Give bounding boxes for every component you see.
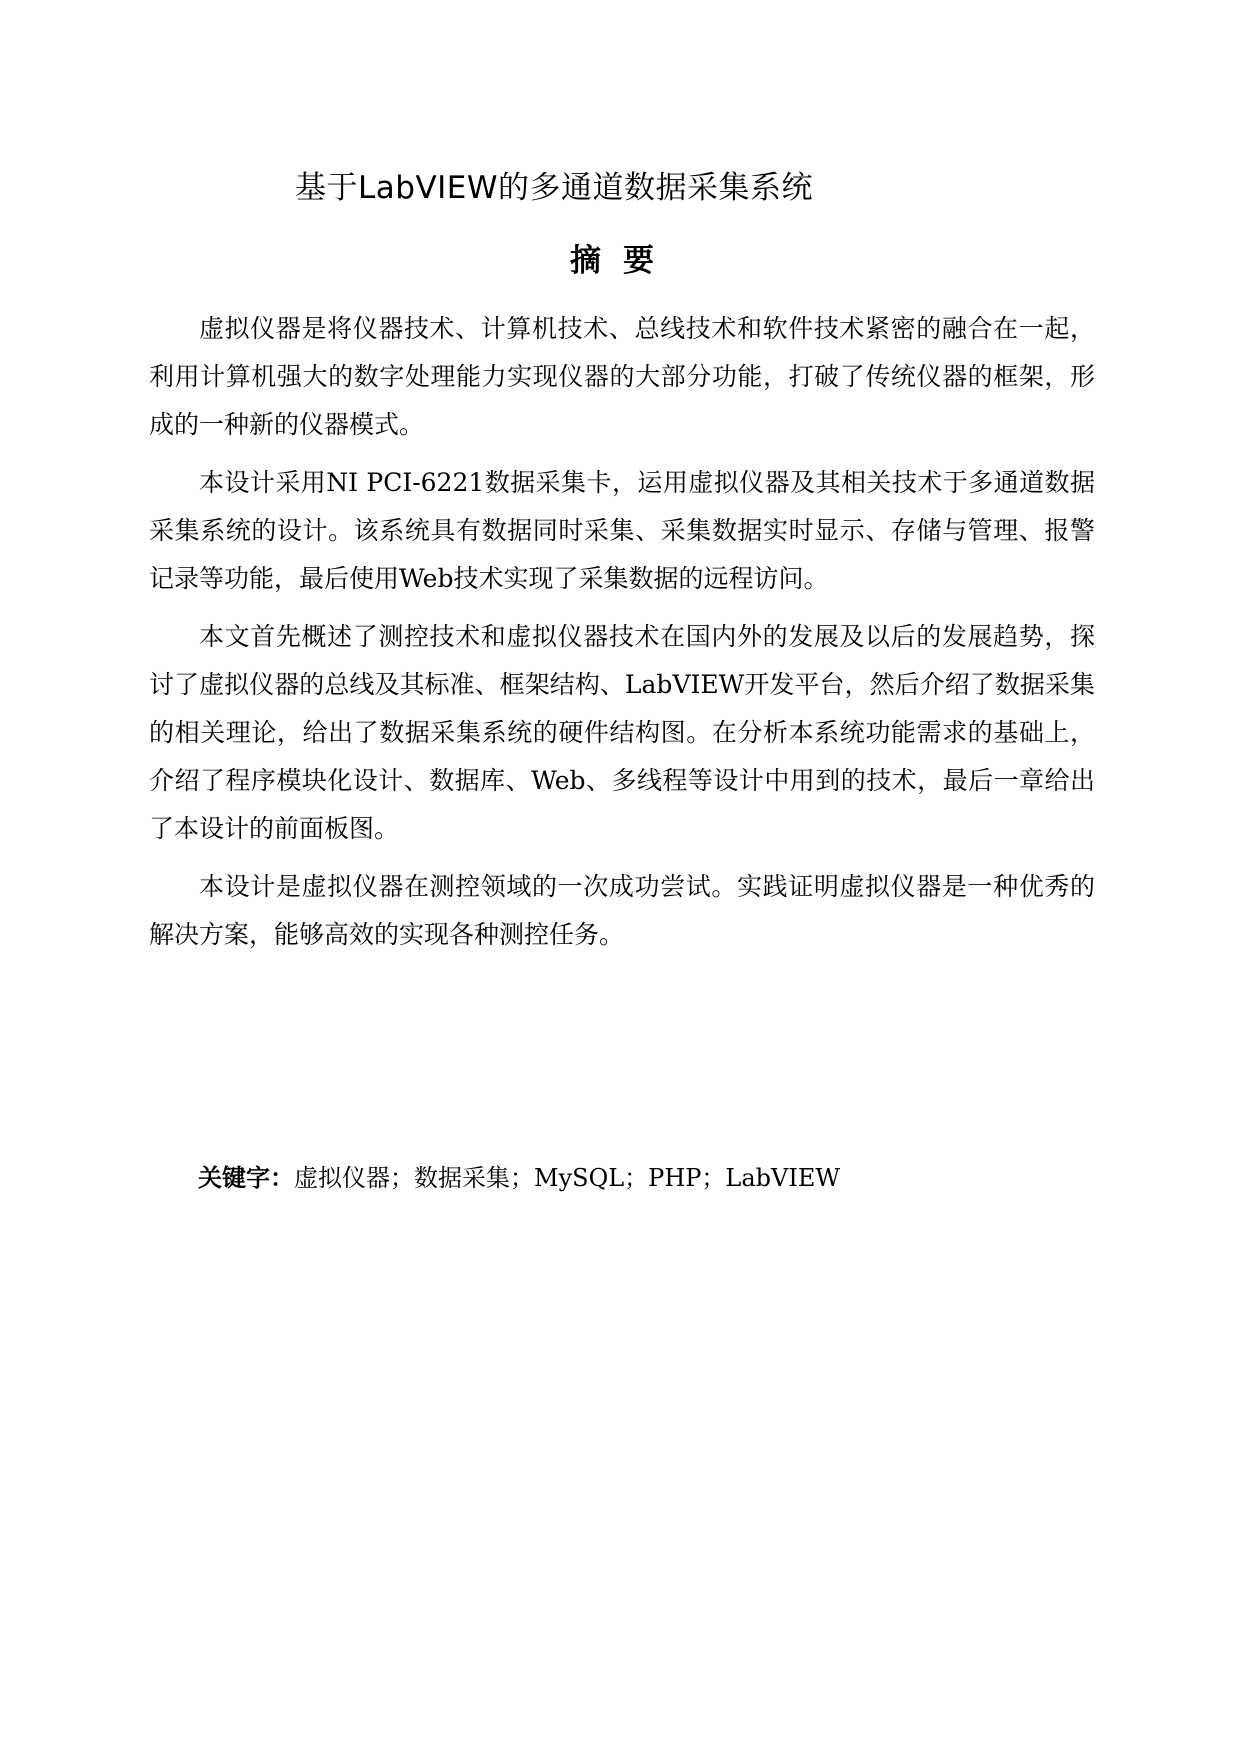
abstract-body (149, 305, 1095, 969)
keywords-line (198, 1158, 1098, 1198)
abstract-heading: 摘要 (570, 243, 676, 279)
abstract-paragraph: 本设计采用NI PCI-6221数据采集卡，运用虚拟仪器及其相关技术于多通道数据采集系统的设计。该系统具有数据同时采集、采集数据实时显示、存储与管理、报警记录等功能，最后使用Web技术实现了采集数据的远程访问。 (149, 468, 1095, 593)
keywords-label: 关键字： (198, 1164, 294, 1192)
document-title: 基于LabVIEW的多通道数据采集系统 (295, 170, 814, 206)
abstract-paragraph: 虚拟仪器是将仪器技术、计算机技术、总线技术和软件技术紧密的融合在一起，利用计算机强大的数字处理能力实现仪器的大部分功能，打破了传统仪器的框架，形成的一种新的仪器模式。 (149, 314, 1095, 439)
keywords-text: 虚拟仪器；数据采集；MySQL；PHP；LabVIEW (294, 1164, 841, 1192)
abstract-paragraph: 本文首先概述了测控技术和虚拟仪器技术在国内外的发展及以后的发展趋势，探讨了虚拟仪器的总线及其标准、框架结构、LabVIEW开发平台，然后介绍了数据采集的相关理论，给出了数据采集系统的硬件结构图。在分析本系统功能需求的基础上，介绍了程序模块化设计、数据库、Web、多线程等设计中用到的技术，最后一章给出了本设计的前面板图。 (149, 622, 1095, 843)
abstract-paragraph: 本设计是虚拟仪器在测控领域的一次成功尝试。实践证明虚拟仪器是一种优秀的解决方案，能够高效的实现各种测控任务。 (149, 872, 1095, 949)
